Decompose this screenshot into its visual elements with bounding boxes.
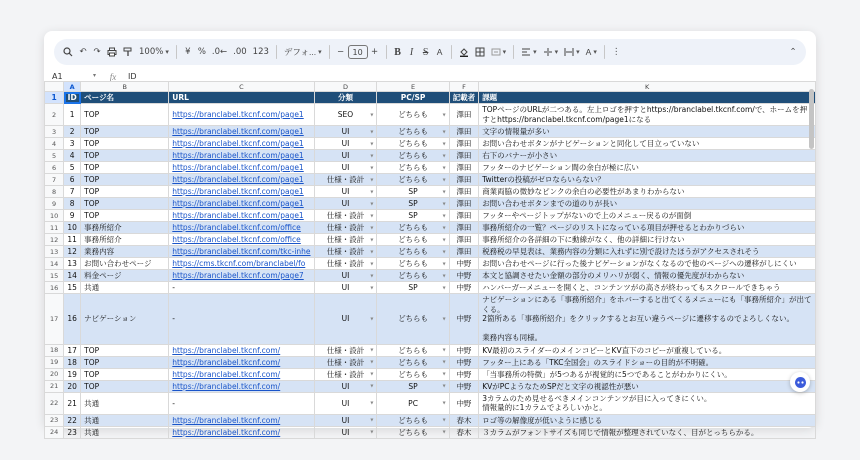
divider xyxy=(604,45,605,59)
table-row xyxy=(45,234,816,246)
cell[interactable]: TOP xyxy=(81,210,169,222)
cell[interactable]: お問い合わせページに行った後ナビゲーションがなくなるので他のページへの遷移がしにくい xyxy=(479,258,816,270)
cell[interactable]: 中野 xyxy=(449,282,479,294)
table-row xyxy=(45,186,816,198)
row-number[interactable]: 21 xyxy=(45,380,64,392)
cell[interactable]: 業務内容 xyxy=(81,246,169,258)
vertical-align-icon[interactable] xyxy=(540,43,562,61)
cell[interactable]: どちらも ▾ xyxy=(377,162,449,174)
cell[interactable]: 中野 xyxy=(449,356,479,368)
cell[interactable]: UI ▾ xyxy=(314,380,377,392)
cell[interactable]: https://branclabel.tkcnf.com/page1 xyxy=(169,174,314,186)
cell[interactable]: 15 xyxy=(64,282,81,294)
cell[interactable]: UI ▾ xyxy=(314,198,377,210)
cell[interactable]: https://branclabel.tkcnf.com/office xyxy=(169,222,314,234)
cell[interactable]: フッター上にある「TKC全国会」のスライドショーの目的が不明確。 xyxy=(479,356,816,368)
cell[interactable]: 8 xyxy=(64,198,81,210)
cell[interactable]: https://branclabel.tkcnf.com/page1 xyxy=(169,162,314,174)
header-cell[interactable]: PC/SP xyxy=(377,92,449,104)
cell[interactable]: 仕様・設計 ▾ xyxy=(314,246,377,258)
text-rotation-icon[interactable]: A ▾ xyxy=(583,43,600,61)
header-cell[interactable]: ID xyxy=(64,92,81,104)
divider xyxy=(513,45,514,59)
cell[interactable]: 事務所紹介 xyxy=(81,234,169,246)
formula-input[interactable]: ID xyxy=(128,72,137,81)
cell[interactable]: 澤田 xyxy=(449,126,479,138)
cell[interactable]: どちらも ▾ xyxy=(377,426,449,438)
bold-button[interactable]: B xyxy=(394,46,401,58)
cell[interactable]: TOP xyxy=(81,104,169,126)
cell[interactable]: TOP xyxy=(81,150,169,162)
cell[interactable]: TOP xyxy=(81,186,169,198)
vertical-scrollbar[interactable] xyxy=(809,89,814,149)
cell[interactable]: 共通 xyxy=(81,414,169,426)
row-number[interactable]: 18 xyxy=(45,344,64,356)
redo-icon[interactable]: ↷ xyxy=(93,47,101,57)
number-format-button[interactable]: 123 xyxy=(252,47,269,57)
horizontal-align-icon[interactable] xyxy=(518,43,540,61)
font-size-increase-button[interactable]: + xyxy=(371,47,379,57)
row-number[interactable]: 10 xyxy=(45,210,64,222)
cell[interactable]: 23 xyxy=(64,426,81,438)
italic-button[interactable]: I xyxy=(409,46,414,58)
collapse-toolbar-icon[interactable]: ⌃ xyxy=(789,47,797,57)
cell[interactable]: 仕様・設計 ▾ xyxy=(314,368,377,380)
cell[interactable]: 中野 xyxy=(449,344,479,356)
cell[interactable]: 14 xyxy=(64,270,81,282)
fill-color-icon[interactable] xyxy=(456,43,472,61)
row-number[interactable]: 4 xyxy=(45,138,64,150)
cell[interactable]: SP ▾ xyxy=(377,380,449,392)
row-number[interactable]: 15 xyxy=(45,270,64,282)
cell[interactable]: どちらも ▾ xyxy=(377,414,449,426)
cell[interactable]: 中野 xyxy=(449,368,479,380)
row-number[interactable]: 17 xyxy=(45,294,64,345)
divider xyxy=(386,45,387,59)
cell[interactable]: 1 xyxy=(64,104,81,126)
assistant-icon xyxy=(794,376,807,389)
column-header[interactable]: B xyxy=(81,82,169,92)
column-header[interactable]: K xyxy=(479,82,816,92)
cell[interactable]: https://branclabel.tkcnf.com/ xyxy=(169,344,314,356)
cell[interactable]: どちらも ▾ xyxy=(377,234,449,246)
cell[interactable]: UI ▾ xyxy=(314,150,377,162)
cell[interactable]: TOP xyxy=(81,368,169,380)
header-cell[interactable]: URL xyxy=(169,92,314,104)
cell[interactable]: SP ▾ xyxy=(377,186,449,198)
table-row xyxy=(45,104,816,126)
cell[interactable]: 4 xyxy=(64,150,81,162)
font-size-decrease-button[interactable]: − xyxy=(337,47,345,57)
cell[interactable]: UI ▾ xyxy=(314,186,377,198)
cell[interactable]: UI ▾ xyxy=(314,270,377,282)
column-header[interactable]: D xyxy=(314,82,377,92)
cell[interactable]: 中野 xyxy=(449,294,479,345)
cell[interactable]: UI ▾ xyxy=(314,294,377,345)
row-number[interactable]: 19 xyxy=(45,356,64,368)
cell[interactable]: TOP xyxy=(81,162,169,174)
column-header-row xyxy=(45,82,816,92)
cell[interactable]: 17 xyxy=(64,344,81,356)
row-number[interactable]: 20 xyxy=(45,368,64,380)
cell[interactable]: 事務所紹介の各詳細の下に動線がなく、他の詳細に行けない xyxy=(479,234,816,246)
text-wrapping-icon[interactable] xyxy=(561,43,583,61)
cell[interactable]: 商業両脇の微妙なピンクの余白の必要性があまりわからない xyxy=(479,186,816,198)
table-row xyxy=(45,270,816,282)
cell[interactable]: 7 xyxy=(64,186,81,198)
cell[interactable]: 澤田 xyxy=(449,246,479,258)
cell[interactable]: https://branclabel.tkcnf.com/page1 xyxy=(169,138,314,150)
cell[interactable]: TOP xyxy=(81,138,169,150)
cell[interactable]: どちらも ▾ xyxy=(377,138,449,150)
header-cell[interactable]: 分類 xyxy=(314,92,377,104)
cell[interactable]: https://branclabel.tkcnf.com/page1 xyxy=(169,210,314,222)
cell[interactable]: TOP xyxy=(81,356,169,368)
cell[interactable]: 中野 xyxy=(449,270,479,282)
cell[interactable]: 仕様・設計 ▾ xyxy=(314,234,377,246)
cell[interactable]: 澤田 xyxy=(449,198,479,210)
cell[interactable]: - xyxy=(169,294,314,345)
cell[interactable]: https://branclabel.tkcnf.com/page1 xyxy=(169,150,314,162)
chevron-down-icon: ▾ xyxy=(92,72,96,79)
column-header[interactable]: F xyxy=(449,82,479,92)
cell[interactable]: 共通 xyxy=(81,282,169,294)
cell[interactable]: 3カラムのため見せるべきメインコンテンツが目に入ってきにくい。 情報量的に1カラムでよろしいかと。 xyxy=(479,392,816,414)
increase-decimal-button[interactable]: .00 xyxy=(233,47,247,57)
currency-format-button[interactable]: ¥ xyxy=(185,47,191,57)
cell[interactable]: https://branclabel.tkcnf.com/page1 xyxy=(169,186,314,198)
cell[interactable]: 中野 xyxy=(449,392,479,414)
cell[interactable]: 12 xyxy=(64,246,81,258)
text-color-button[interactable]: A xyxy=(436,47,443,57)
cell[interactable]: 右下のバナーが小さい xyxy=(479,150,816,162)
cell[interactable]: 3 xyxy=(64,138,81,150)
decrease-decimal-button[interactable]: .0← xyxy=(211,47,228,57)
cell[interactable]: どちらも ▾ xyxy=(377,294,449,345)
cell[interactable]: ハンバーガーメニューを開くと、コンテンツがの高さが終わってもスクロールできちゃう xyxy=(479,282,816,294)
cell[interactable]: KVがPCようなためSPだと文字の視認性が悪い xyxy=(479,380,816,392)
column-header[interactable]: C xyxy=(169,82,314,92)
column-header[interactable]: E xyxy=(377,82,449,92)
cell[interactable]: https://cms.tkcnf.com/branclabel/fo xyxy=(169,258,314,270)
cell[interactable]: UI ▾ xyxy=(314,162,377,174)
row-number[interactable]: 2 xyxy=(45,104,64,126)
cell[interactable]: どちらも ▾ xyxy=(377,174,449,186)
cell[interactable]: 事務所紹介 xyxy=(81,222,169,234)
spreadsheet-window xyxy=(44,31,816,437)
cell[interactable]: 共通 xyxy=(81,426,169,438)
paint-format-icon[interactable] xyxy=(120,43,136,61)
row-number[interactable]: 9 xyxy=(45,198,64,210)
cell[interactable]: TOP xyxy=(81,198,169,210)
cell[interactable]: どちらも ▾ xyxy=(377,270,449,282)
cell[interactable]: UI ▾ xyxy=(314,392,377,414)
row-number[interactable]: 16 xyxy=(45,282,64,294)
cell[interactable]: ３カラムがフォントサイズも同じで情報が整理されていなく、目がとっちらかる。 xyxy=(479,426,816,438)
cell[interactable]: どちらも ▾ xyxy=(377,150,449,162)
cell[interactable]: どちらも ▾ xyxy=(377,258,449,270)
cell[interactable]: 文字の情報量が多い xyxy=(479,126,816,138)
row-number[interactable]: 12 xyxy=(45,234,64,246)
cell[interactable]: UI ▾ xyxy=(314,426,377,438)
table-row xyxy=(45,222,816,234)
cell[interactable]: 税務税の早見表は、業務内容の分類に入れずに別で設けたほうがアクセスされそう xyxy=(479,246,816,258)
cell[interactable]: TOP xyxy=(81,126,169,138)
divider xyxy=(329,45,330,59)
cell[interactable]: 澤田 xyxy=(449,138,479,150)
table-row xyxy=(45,174,816,186)
cell[interactable]: 仕様・設計 ▾ xyxy=(314,210,377,222)
cell[interactable]: KV最初のスライダーのメインコピーとKV直下のコピーが重複している。 xyxy=(479,344,816,356)
cell[interactable]: https://branclabel.tkcnf.com/page1 xyxy=(169,198,314,210)
cell[interactable]: ナビゲーションにある「事務所紹介」をホバーすると出てくるメニューにも「事務所紹介」が出てくる。 2箇所ある「事務所紹介」をクリックするとお互い違うページに遷移するのでよろしくない。 業務内容も同様。 xyxy=(479,294,816,345)
cell[interactable]: 仕様・設計 ▾ xyxy=(314,222,377,234)
table-row xyxy=(45,162,816,174)
divider xyxy=(176,45,177,59)
fx-icon: fx xyxy=(109,71,117,82)
cell[interactable]: 澤田 xyxy=(449,234,479,246)
table-row xyxy=(45,198,816,210)
cell[interactable]: 16 xyxy=(64,294,81,345)
row-number[interactable]: 5 xyxy=(45,150,64,162)
zoom-select[interactable]: 100% ▾ xyxy=(136,43,172,61)
cell[interactable]: 20 xyxy=(64,380,81,392)
cell[interactable]: Twitterの投稿がゼロならいらない？ xyxy=(479,174,816,186)
cell[interactable]: 10 xyxy=(64,222,81,234)
row-number[interactable]: 23 xyxy=(45,414,64,426)
cell[interactable]: 事務所紹介の一覧？ページのリストになっている項目が押せるとわかりづらい xyxy=(479,222,816,234)
column-header[interactable]: A xyxy=(64,82,81,92)
cell[interactable]: 本文と協調させたい金額の部分のメリハリが弱く、情報の優先度がわからない xyxy=(479,270,816,282)
cell[interactable]: どちらも ▾ xyxy=(377,356,449,368)
percent-format-button[interactable]: % xyxy=(197,47,206,57)
cell[interactable]: 13 xyxy=(64,258,81,270)
sheet-table xyxy=(44,81,816,439)
cell[interactable]: TOPページのURLが二つある。左上ロゴを押すとhttps://branclabel.tkcnf.com/で、ホームを押すとhttps://branclabel.tkcnf.com/page1になる xyxy=(479,104,816,126)
cell[interactable]: 19 xyxy=(64,368,81,380)
sheet-grid[interactable] xyxy=(44,81,816,437)
cell[interactable]: フッターやページトップがないので上のメニュー戻るのが面倒 xyxy=(479,210,816,222)
cell[interactable]: SP ▾ xyxy=(377,198,449,210)
row-number[interactable]: 6 xyxy=(45,162,64,174)
table-row xyxy=(45,426,816,438)
cell[interactable]: 仕様・設計 ▾ xyxy=(314,356,377,368)
cell[interactable]: https://branclabel.tkcnf.com/ xyxy=(169,356,314,368)
cell[interactable]: 2 xyxy=(64,126,81,138)
cell[interactable]: どちらも ▾ xyxy=(377,104,449,126)
cell[interactable]: https://branclabel.tkcnf.com/tkc-inhe xyxy=(169,246,314,258)
cell[interactable]: どちらも ▾ xyxy=(377,344,449,356)
cell[interactable]: お問い合わせボタンがナビゲーションと同化して目立っていない xyxy=(479,138,816,150)
table-row xyxy=(45,150,816,162)
row-number[interactable]: 14 xyxy=(45,258,64,270)
cell[interactable]: 澤田 xyxy=(449,186,479,198)
row-number[interactable]: 1 xyxy=(45,92,64,104)
cell[interactable]: どちらも ▾ xyxy=(377,368,449,380)
cell[interactable]: 仕様・設計 ▾ xyxy=(314,174,377,186)
cell[interactable]: 22 xyxy=(64,414,81,426)
table-row xyxy=(45,258,816,270)
cell[interactable]: どちらも ▾ xyxy=(377,246,449,258)
cell[interactable]: https://branclabel.tkcnf.com/page7 xyxy=(169,270,314,282)
cell[interactable]: https://branclabel.tkcnf.com/ xyxy=(169,380,314,392)
cell[interactable]: 中野 xyxy=(449,258,479,270)
strikethrough-button[interactable]: S xyxy=(422,46,429,58)
table-row xyxy=(45,414,816,426)
cell[interactable]: https://branclabel.tkcnf.com/page1 xyxy=(169,126,314,138)
cell[interactable]: 澤田 xyxy=(449,222,479,234)
row-number[interactable]: 7 xyxy=(45,174,64,186)
table-row xyxy=(45,368,816,380)
cell[interactable]: https://branclabel.tkcnf.com/office xyxy=(169,234,314,246)
table-header-row xyxy=(45,92,816,104)
cell[interactable]: 澤田 xyxy=(449,150,479,162)
table-row xyxy=(45,344,816,356)
name-box[interactable] xyxy=(44,72,102,81)
header-cell[interactable]: 課題 xyxy=(479,92,816,104)
cell[interactable]: 澤田 xyxy=(449,162,479,174)
cell[interactable]: SP ▾ xyxy=(377,210,449,222)
table-row xyxy=(45,392,816,414)
row-number[interactable]: 3 xyxy=(45,126,64,138)
cell[interactable]: ナビゲーション xyxy=(81,294,169,345)
font-select[interactable]: デフォ... ▾ xyxy=(281,43,325,61)
cell[interactable]: UI ▾ xyxy=(314,282,377,294)
cell[interactable]: 春木 xyxy=(449,426,479,438)
cell[interactable]: UI ▾ xyxy=(314,414,377,426)
cell[interactable]: 9 xyxy=(64,210,81,222)
cell[interactable]: TOP xyxy=(81,380,169,392)
row-number[interactable]: 24 xyxy=(45,426,64,438)
cell[interactable]: - xyxy=(169,392,314,414)
table-row xyxy=(45,138,816,150)
font-size-input[interactable]: 10 xyxy=(348,45,368,59)
cell[interactable]: ロゴ等の解像度が低いように感じる xyxy=(479,414,816,426)
cell[interactable]: 春木 xyxy=(449,414,479,426)
row-number[interactable]: 22 xyxy=(45,392,64,414)
cell[interactable]: UI ▾ xyxy=(314,138,377,150)
cell[interactable]: 仕様・設計 ▾ xyxy=(314,258,377,270)
name-box-value: A1 xyxy=(52,72,63,81)
cell[interactable]: どちらも ▾ xyxy=(377,126,449,138)
select-all-corner[interactable] xyxy=(45,82,64,92)
header-cell[interactable]: ページ名 xyxy=(81,92,169,104)
cell[interactable]: 仕様・設計 ▾ xyxy=(314,344,377,356)
table-row xyxy=(45,380,816,392)
cell[interactable]: 澤田 xyxy=(449,210,479,222)
row-number[interactable]: 13 xyxy=(45,246,64,258)
cell[interactable]: 6 xyxy=(64,174,81,186)
cell[interactable]: お問い合わせボタンまでの道のりが長い xyxy=(479,198,816,210)
toolbar xyxy=(54,39,806,65)
search-menus-icon[interactable] xyxy=(60,43,76,61)
row-number[interactable]: 11 xyxy=(45,222,64,234)
cell[interactable]: UI ▾ xyxy=(314,126,377,138)
cell[interactable]: SEO ▾ xyxy=(314,104,377,126)
cell[interactable]: https://branclabel.tkcnf.com/ xyxy=(169,426,314,438)
cell[interactable]: 澤田 xyxy=(449,174,479,186)
cell[interactable]: TOP xyxy=(81,344,169,356)
cell[interactable]: 中野 xyxy=(449,380,479,392)
table-row xyxy=(45,356,816,368)
row-number[interactable]: 8 xyxy=(45,186,64,198)
table-row xyxy=(45,126,816,138)
table-row xyxy=(45,282,816,294)
cell[interactable]: https://branclabel.tkcnf.com/ xyxy=(169,414,314,426)
cell[interactable]: https://branclabel.tkcnf.com/ xyxy=(169,368,314,380)
cell[interactable]: 澤田 xyxy=(449,104,479,126)
cell[interactable]: お問い合わせページ xyxy=(81,258,169,270)
cell[interactable]: フッターのナビゲーション間の余白が極に広い xyxy=(479,162,816,174)
cell[interactable]: 「当事務所の特徴」が5つあるが視覚的に5つであることがわかりにくい。 xyxy=(479,368,816,380)
cell[interactable]: 21 xyxy=(64,392,81,414)
cell[interactable]: TOP xyxy=(81,174,169,186)
cell[interactable]: 5 xyxy=(64,162,81,174)
table-row xyxy=(45,294,816,345)
cell[interactable]: 18 xyxy=(64,356,81,368)
cell[interactable]: どちらも ▾ xyxy=(377,222,449,234)
table-row xyxy=(45,246,816,258)
merge-cells-icon[interactable] xyxy=(488,43,510,61)
cell[interactable]: 共通 xyxy=(81,392,169,414)
header-cell[interactable]: 記載者 xyxy=(449,92,479,104)
undo-icon[interactable]: ↶ xyxy=(79,47,87,57)
borders-icon[interactable] xyxy=(472,43,488,61)
cell[interactable]: - xyxy=(169,282,314,294)
cell[interactable]: 11 xyxy=(64,234,81,246)
explore-assistant-button[interactable] xyxy=(790,372,810,392)
divider xyxy=(451,45,452,59)
print-icon[interactable] xyxy=(104,43,120,61)
cell[interactable]: https://branclabel.tkcnf.com/page1 xyxy=(169,104,314,126)
cell[interactable]: PC ▾ xyxy=(377,392,449,414)
divider xyxy=(276,45,277,59)
cell[interactable]: SP ▾ xyxy=(377,282,449,294)
table-row xyxy=(45,210,816,222)
cell[interactable]: 料金ページ xyxy=(81,270,169,282)
more-options-icon[interactable]: ⋮ xyxy=(611,47,621,57)
